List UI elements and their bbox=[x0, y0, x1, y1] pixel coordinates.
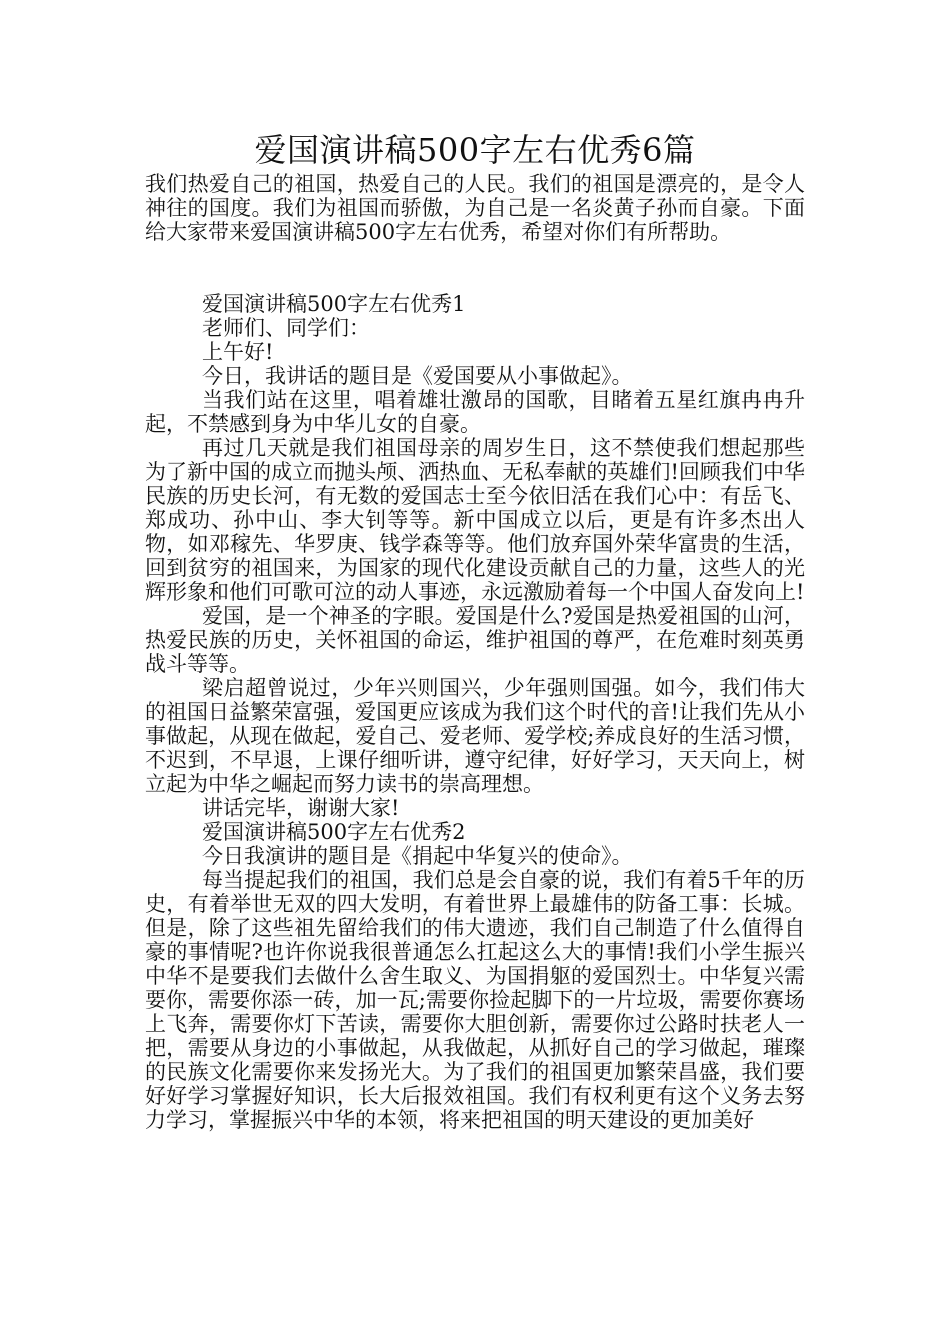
greeting: 上午好! bbox=[202, 340, 274, 364]
section-heading-2: 爱国演讲稿500字左右优秀2 bbox=[202, 820, 466, 844]
intro-paragraph: 我们热爱自己的祖国，热爱自己的人民。我们的祖国是漂亮的，是令人神往的国度。我们为祖国而骄傲，为自己是一名炎黄子孙而自豪。下面给大家带来爱国演讲稿500字左右优秀，希望对你们有所帮助。 bbox=[145, 172, 805, 244]
body-paragraph: 再过几天就是我们祖国母亲的周岁生日，这不禁使我们想起那些为了新中国的成立而抛头颅、洒热血、无私奉献的英雄们!回顾我们中华民族的历史长河，有无数的爱国志士至今依旧活在我们心中：有岳飞、郑成功、孙中山、李大钊等等。新中国成立以后，更是有许多杰出人物，如邓稼先、华罗庚、钱学森等等。他们放弃国外荣华富贵的生活，回到贫穷的祖国来，为国家的现代化建设贡献自己的力量，这些人的光辉形象和他们可歌可泣的动人事迹，永远激励着每一个中国人奋发向上! bbox=[145, 436, 805, 604]
document-page bbox=[145, 128, 805, 1132]
body-paragraph: 今日我演讲的题目是《捐起中华复兴的使命》。 bbox=[202, 844, 633, 868]
body-paragraph: 当我们站在这里，唱着雄壮激昂的国歌，目睹着五星红旗冉冉升起，不禁感到身为中华儿女的自豪。 bbox=[145, 388, 805, 436]
paragraph-spacer bbox=[145, 244, 805, 292]
body-paragraph: 今日，我讲话的题目是《爱国要从小事做起》。 bbox=[202, 364, 633, 388]
body-paragraph: 梁启超曾说过，少年兴则国兴，少年强则国强。如今，我们伟大的祖国日益繁荣富强，爱国更应该成为我们这个时代的音!让我们先从小事做起，从现在做起，爱自己、爱老师、爱学校;养成良好的生活习惯，不迟到，不早退，上课仔细听讲，遵守纪律，好好学习，天天向上，树立起为中华之崛起而努力读书的崇高理想。 bbox=[145, 676, 805, 796]
section-heading-1: 爱国演讲稿500字左右优秀1 bbox=[202, 292, 466, 316]
salutation: 老师们、同学们： bbox=[202, 316, 370, 340]
body-paragraph: 爱国，是一个神圣的字眼。爱国是什么?爱国是热爱祖国的山河，热爱民族的历史，关怀祖国的命运，维护祖国的尊严，在危难时刻英勇战斗等等。 bbox=[145, 604, 805, 676]
closing-line: 讲话完毕，谢谢大家! bbox=[202, 796, 400, 820]
document-title: 爱国演讲稿500字左右优秀6篇 bbox=[254, 131, 696, 169]
body-paragraph: 每当提起我们的祖国，我们总是会自豪的说，我们有着5千年的历史，有着举世无双的四大发明，有着世界上最雄伟的防备工事：长城。但是，除了这些祖先留给我们的伟大遗迹，我们自己制造了什么值得自豪的事情呢?也许你说我很普通怎么扛起这么大的事情!我们小学生振兴中华不是要我们去做什么舍生取义、为国捐躯的爱国烈士。中华复兴需要你，需要你添一砖，加一瓦;需要你捡起脚下的一片垃圾，需要你赛场上飞奔，需要你灯下苦读，需要你大胆创新，需要你过公路时扶老人一把，需要从身边的小事做起，从我做起，从抓好自己的学习做起，璀璨的民族文化需要你来发扬光大。为了我们的祖国更加繁荣昌盛，我们要好好学习掌握好知识，长大后报效祖国。我们有权利更有这个义务去努力学习，掌握振兴中华的本领，将来把祖国的明天建设的更加美好 bbox=[145, 868, 805, 1132]
